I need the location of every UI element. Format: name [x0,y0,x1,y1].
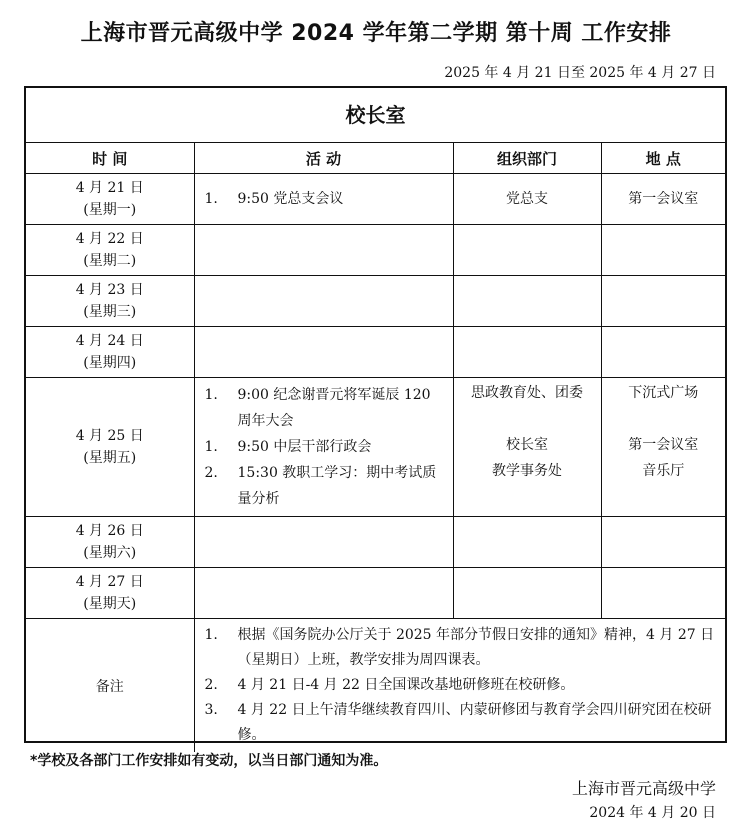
remark-text: 4 月 22 日上午清华继续教育四川、内蒙研修团与教育学会四川研究团在校研修。 [237,702,712,743]
place-cell [601,568,725,619]
remarks-label: 备注 [26,619,194,753]
activity-item [205,434,445,460]
remark-number: 2. [204,677,218,693]
day-row-sunday [26,568,725,619]
place-cell [601,327,725,378]
schedule-sheet [24,86,727,743]
day-date: 4 月 23 日 [75,282,144,298]
day-cell [26,327,194,378]
day-weekday: (星期五) [83,450,137,466]
remarks-content [194,619,725,753]
day-weekday: (星期四) [83,355,137,371]
department-cell [453,517,601,568]
day-cell [26,378,194,517]
remarks-row [26,619,725,753]
department-line: 校长室 [506,437,548,453]
issue-date: 2024 年 4 月 20 日 [589,805,716,821]
department-line: 思政教育处、团委 [471,385,583,401]
school-signature: 上海市晋元高级中学 [571,779,716,798]
place-cell [601,378,725,517]
day-weekday: (星期一) [83,202,137,218]
remark-number: 3. [204,702,218,718]
place-cell: 第一会议室 [601,174,725,225]
day-cell [26,568,194,619]
day-date: 4 月 27 日 [75,574,144,590]
day-date: 4 月 24 日 [75,333,144,349]
schedule-table [26,143,725,752]
activity-number: 1. [204,387,218,403]
remark-number: 1. [204,627,218,643]
activity-cell [194,517,453,568]
activity-cell [194,378,453,517]
department-cell [453,327,601,378]
day-row-tuesday [26,225,725,276]
activity-cell [194,568,453,619]
header-row [26,143,725,174]
activity-list [195,378,453,516]
col-header-department: 组织部门 [453,143,601,174]
remark-text: 4 月 21 日-4 月 22 日全国课改基地研修班在校研修。 [237,677,575,693]
department-line: 教学事务处 [492,463,562,479]
place-cell [601,276,725,327]
day-row-friday [26,378,725,517]
col-header-activity: 活 动 [194,143,453,174]
department-cell: 党总支 [453,174,601,225]
activity-text: 9:50 中层干部行政会 [237,439,372,455]
department-cell [453,225,601,276]
remark-text: 根据《国务院办公厅关于 2025 年部分节假日安排的通知》精神，4 月 27 日（星期日）上班，教学安排为周四课表。 [237,627,715,668]
department-cell [453,276,601,327]
change-notice: *学校及各部门工作安排如有变动，以当日部门通知为准。 [30,753,388,769]
department-cell [453,568,601,619]
place-spacer [602,406,726,432]
activity-number: 1. [204,439,218,455]
day-row-monday [26,174,725,225]
day-cell [26,225,194,276]
remark-item [205,673,720,698]
day-cell [26,174,194,225]
day-date: 4 月 22 日 [75,231,144,247]
activity-number: 2. [204,465,218,481]
place-line: 第一会议室 [628,437,699,453]
department-spacer [454,406,601,432]
place-line: 音乐厅 [642,463,685,479]
day-weekday: (星期天) [83,596,137,612]
activity-item [205,186,445,212]
activity-text: 9:50 党总支会议 [237,191,344,207]
day-date: 4 月 21 日 [75,180,144,196]
activity-cell [194,276,453,327]
remarks-list [195,619,726,752]
day-row-saturday [26,517,725,568]
activity-cell [194,174,453,225]
activity-number: 1. [204,191,218,207]
day-weekday: (星期三) [83,304,137,320]
place-cell [601,517,725,568]
day-date: 4 月 25 日 [75,428,144,444]
place-line: 下沉式广场 [628,385,699,401]
activity-cell [194,327,453,378]
col-header-place: 地 点 [601,143,725,174]
activity-cell [194,225,453,276]
day-cell [26,517,194,568]
remark-item [205,698,720,748]
day-date: 4 月 26 日 [75,523,144,539]
department-cell [453,378,601,517]
activity-text: 15:30 教职工学习：期中考试质量分析 [237,465,437,507]
activity-item [205,382,445,434]
day-row-thursday [26,327,725,378]
activity-text: 9:00 纪念谢晋元将军诞辰 120 周年大会 [237,387,431,429]
day-row-wednesday [26,276,725,327]
place-cell [601,225,725,276]
document-title: 上海市晋元高级中学 2024 学年第二学期 第十周 工作安排 [80,21,672,46]
day-weekday: (星期六) [83,545,137,561]
day-weekday: (星期二) [83,253,137,269]
remark-item [205,623,720,673]
col-header-time: 时 间 [26,143,194,174]
day-cell [26,276,194,327]
office-heading: 校长室 [26,88,725,143]
activity-list [195,182,453,216]
activity-item [205,460,445,512]
date-range: 2025 年 4 月 21 日至 2025 年 4 月 27 日 [444,65,716,81]
